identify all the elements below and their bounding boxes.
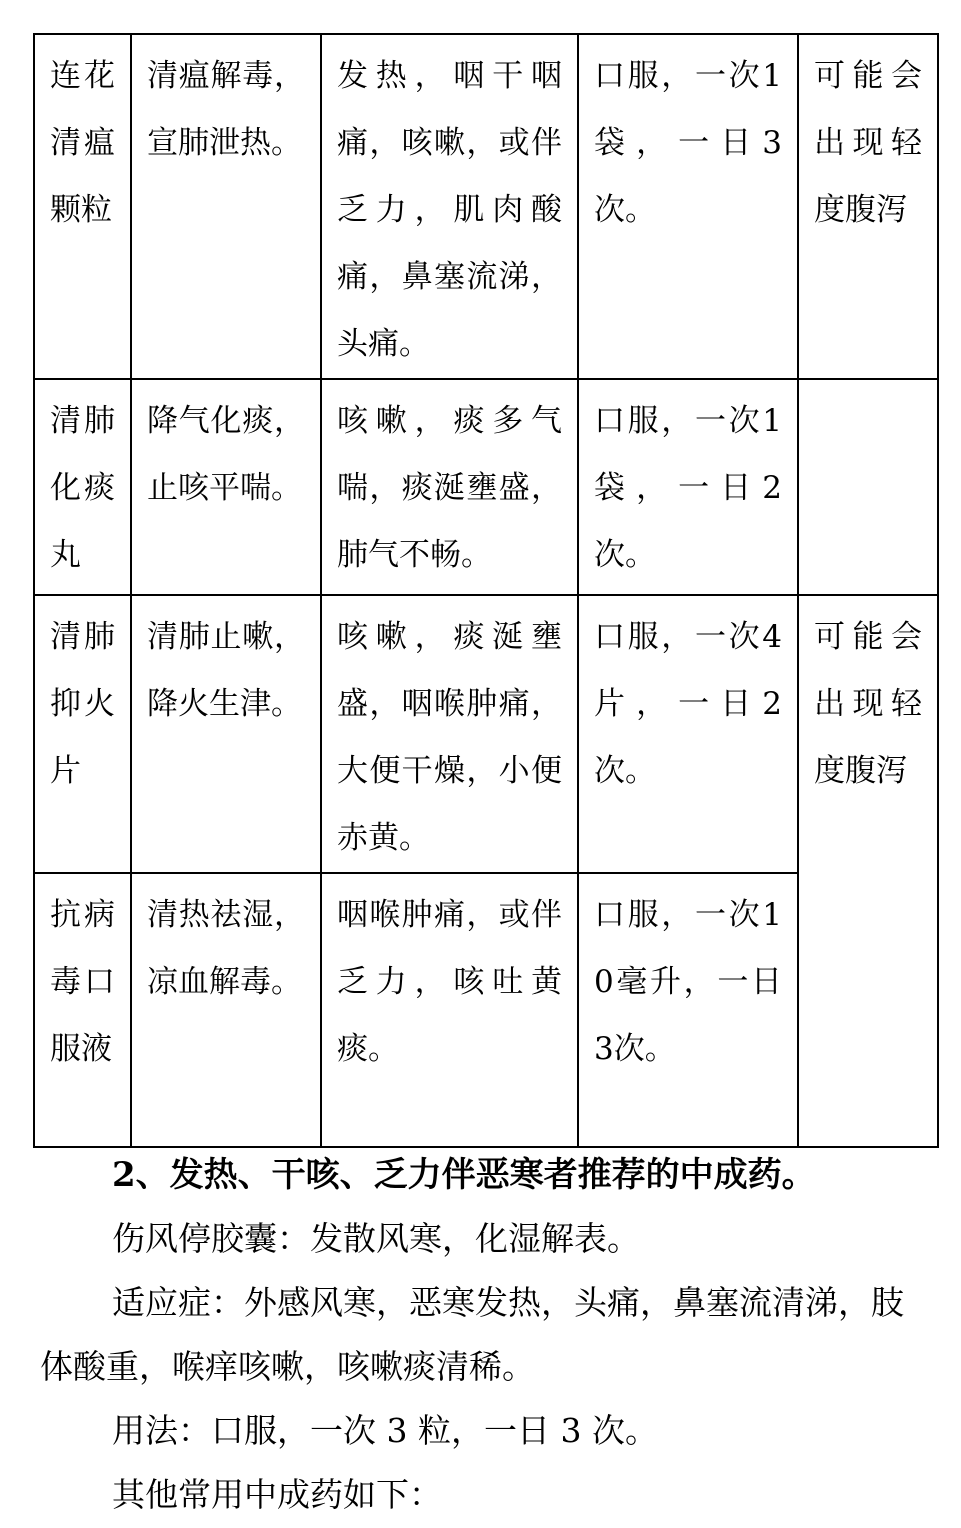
table-row bbox=[34, 595, 938, 873]
function-cell: 降气化痰，止咳平喘。 bbox=[131, 379, 321, 595]
drug-name-cell: 清肺抑火片 bbox=[34, 595, 131, 873]
section-heading: 2、发热、干咳、乏力伴恶寒者推荐的中成药。 bbox=[112, 1155, 816, 1195]
medicine-table bbox=[33, 33, 939, 1148]
usage-cell: 口服，一次10毫升，一日3次。 bbox=[578, 873, 798, 1147]
indications-cell: 咳嗽，痰涎壅盛，咽喉肿痛，大便干燥，小便赤黄。 bbox=[321, 595, 578, 873]
paragraph-usage: 用法：口服，一次 3 粒，一日 3 次。 bbox=[112, 1411, 658, 1450]
function-cell: 清肺止嗽，降火生津。 bbox=[131, 595, 321, 873]
function-cell: 清瘟解毒，宣肺泄热。 bbox=[131, 34, 321, 379]
usage-cell: 口服，一次1袋，一日2次。 bbox=[578, 379, 798, 595]
side-effects-cell: 可能会出现轻度腹泻 bbox=[798, 595, 938, 1147]
indications-cell: 咳嗽，痰多气喘，痰涎壅盛，肺气不畅。 bbox=[321, 379, 578, 595]
paragraph-indications: 适应症：外感风寒，恶寒发热，头痛，鼻塞流清涕，肢体酸重，喉痒咳嗽，咳嗽痰清稀。 bbox=[40, 1283, 904, 1386]
usage-cell: 口服，一次4片，一日2次。 bbox=[578, 595, 798, 873]
indications-cell: 咽喉肿痛，或伴乏力，咳吐黄痰。 bbox=[321, 873, 578, 1147]
indications-cell: 发热，咽干咽痛，咳嗽，或伴乏力，肌肉酸痛，鼻塞流涕，头痛。 bbox=[321, 34, 578, 379]
paragraph-medicine-intro: 伤风停胶囊：发散风寒，化湿解表。 bbox=[112, 1219, 640, 1258]
side-effects-cell bbox=[798, 379, 938, 595]
side-effects-cell: 可能会出现轻度腹泻 bbox=[798, 34, 938, 379]
function-cell: 清热祛湿，凉血解毒。 bbox=[131, 873, 321, 1147]
section-text bbox=[40, 1143, 922, 1527]
table-row bbox=[34, 379, 938, 595]
table-row bbox=[34, 34, 938, 379]
usage-cell: 口服，一次1袋，一日3次。 bbox=[578, 34, 798, 379]
drug-name-cell: 抗病毒口服液 bbox=[34, 873, 131, 1147]
paragraph-other-medicines: 其他常用中成药如下： bbox=[112, 1475, 442, 1514]
drug-name-cell: 清肺化痰丸 bbox=[34, 379, 131, 595]
drug-name-cell: 连花清瘟颗粒 bbox=[34, 34, 131, 379]
